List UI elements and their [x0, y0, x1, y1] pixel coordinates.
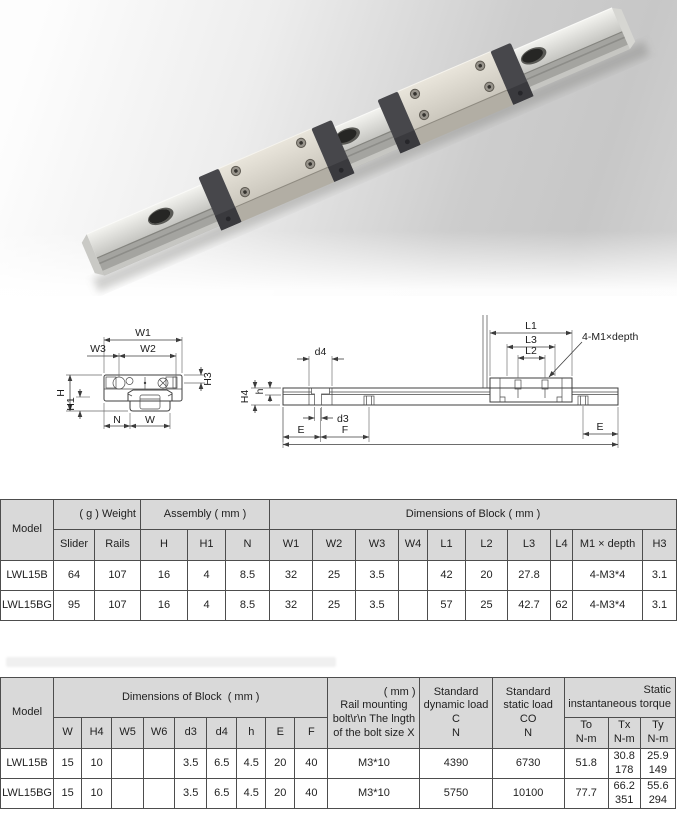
- data-cell: 42.7: [508, 591, 551, 621]
- data-cell: 6.5: [207, 779, 237, 809]
- technical-drawing: [0, 293, 677, 478]
- header-assembly-group: Assembly ( mm ): [141, 500, 270, 530]
- table-row: [1, 561, 677, 591]
- header-weight-group: ( g ) Weight: [54, 500, 141, 530]
- dim-label-h-small: h: [254, 388, 266, 395]
- data-cell: M3*10: [328, 779, 420, 809]
- data-cell: 40: [295, 749, 328, 779]
- dim-label-e: E: [297, 424, 305, 436]
- data-cell: 5750: [420, 779, 492, 809]
- column-header-torque: Tx N-m: [608, 718, 640, 749]
- header-block-dims-group: Dimensions of Block ( mm ): [54, 678, 328, 718]
- data-cell: 77.7: [564, 779, 608, 809]
- data-cell: 6.5: [207, 749, 237, 779]
- dim-label-n: N: [113, 414, 121, 426]
- data-cell: 4-M3*4: [573, 591, 643, 621]
- column-header: L2: [466, 530, 508, 561]
- column-header-torque: To N-m: [564, 718, 608, 749]
- data-cell: 40: [295, 779, 328, 809]
- data-cell: [399, 591, 428, 621]
- dim-label-e2: E: [596, 421, 604, 433]
- table-row: [1, 749, 676, 779]
- data-cell: 57: [428, 591, 466, 621]
- dim-label-l2: L2: [525, 345, 537, 357]
- column-header: W2: [313, 530, 356, 561]
- data-cell: [399, 561, 428, 591]
- column-header: d4: [207, 718, 237, 749]
- data-cell: 3.1: [643, 591, 677, 621]
- data-cell: 30.8 178: [608, 749, 640, 779]
- column-header: N: [226, 530, 270, 561]
- data-cell: 25: [466, 591, 508, 621]
- column-header: d3: [175, 718, 207, 749]
- data-cell: 32: [270, 591, 313, 621]
- data-cell: 27.8: [508, 561, 551, 591]
- column-header: h: [237, 718, 266, 749]
- data-cell: M3*10: [328, 749, 420, 779]
- data-cell: 4390: [420, 749, 492, 779]
- data-cell: 6730: [492, 749, 564, 779]
- column-header: M1 × depth: [573, 530, 643, 561]
- data-cell: 55.6 294: [640, 779, 675, 809]
- model-cell: LWL15B: [1, 749, 54, 779]
- header-block-dims-group: Dimensions of Block ( mm ): [270, 500, 677, 530]
- cross-section-view: [55, 327, 214, 429]
- data-cell: 95: [54, 591, 95, 621]
- column-header: W4: [399, 530, 428, 561]
- model-cell: LWL15BG: [1, 591, 54, 621]
- data-cell: 64: [54, 561, 95, 591]
- data-cell: 10: [82, 779, 112, 809]
- header-model: Model: [1, 500, 54, 561]
- header-model: Model: [1, 678, 54, 749]
- column-header: H3: [643, 530, 677, 561]
- column-header: H: [141, 530, 188, 561]
- data-cell: 8.5: [226, 561, 270, 591]
- dim-label-w: W: [145, 414, 155, 426]
- callout-label: 4-M1×depth: [582, 331, 639, 343]
- spec-table-weights-assembly: [0, 499, 677, 621]
- header-static-load: Standard static load CO N: [492, 678, 564, 749]
- data-cell: 20: [466, 561, 508, 591]
- column-header: L1: [428, 530, 466, 561]
- data-cell: 62: [551, 591, 573, 621]
- data-cell: 51.8: [564, 749, 608, 779]
- dim-label-w2: W2: [140, 343, 156, 355]
- data-cell: 25.9 149: [640, 749, 675, 779]
- data-cell: 4: [188, 591, 226, 621]
- dim-label-d3: d3: [337, 413, 349, 425]
- data-cell: 3.5: [356, 591, 399, 621]
- column-header: W6: [144, 718, 175, 749]
- dim-label-w1: W1: [135, 327, 151, 339]
- table-row: [1, 779, 676, 809]
- data-cell: 4.5: [237, 779, 266, 809]
- column-header: L4: [551, 530, 573, 561]
- faint-ghost-text: [6, 657, 336, 667]
- dim-label-d4: d4: [314, 346, 327, 358]
- data-cell: 3.5: [175, 749, 207, 779]
- dim-label-h3: H3: [202, 372, 214, 386]
- data-cell: 4-M3*4: [573, 561, 643, 591]
- dim-label-l1: L1: [525, 320, 537, 332]
- spec-table-loads-torque: [0, 677, 676, 809]
- header-dynamic-load: Standard dynamic load C N: [420, 678, 492, 749]
- dim-label-h4: H4: [239, 389, 251, 404]
- product-photo: [0, 0, 677, 296]
- column-header: E: [266, 718, 295, 749]
- column-header: W1: [270, 530, 313, 561]
- data-cell: 15: [54, 779, 82, 809]
- block-side-view: [483, 315, 638, 439]
- data-cell: [144, 749, 175, 779]
- data-cell: 16: [141, 591, 188, 621]
- model-cell: LWL15B: [1, 561, 54, 591]
- table-row: [1, 591, 677, 621]
- data-cell: 25: [313, 561, 356, 591]
- dim-label-l3: L3: [525, 334, 537, 346]
- data-cell: 107: [95, 591, 141, 621]
- column-header: H4: [82, 718, 112, 749]
- data-cell: 20: [266, 779, 295, 809]
- dim-label-h: H: [55, 389, 67, 397]
- data-cell: [112, 749, 144, 779]
- rail-shadow: [93, 41, 650, 292]
- data-cell: 16: [141, 561, 188, 591]
- data-cell: [112, 779, 144, 809]
- column-header: H1: [188, 530, 226, 561]
- data-cell: 10: [82, 749, 112, 779]
- data-cell: [551, 561, 573, 591]
- column-header: F: [295, 718, 328, 749]
- data-cell: 107: [95, 561, 141, 591]
- data-cell: 4.5: [237, 749, 266, 779]
- data-cell: [144, 779, 175, 809]
- column-header: L3: [508, 530, 551, 561]
- data-cell: 10100: [492, 779, 564, 809]
- column-header-torque: Ty N-m: [640, 718, 675, 749]
- data-cell: 3.5: [356, 561, 399, 591]
- dim-label-h1: H1: [65, 397, 77, 411]
- column-header: Rails: [95, 530, 141, 561]
- column-header: W3: [356, 530, 399, 561]
- dim-label-f: F: [341, 424, 349, 436]
- linear-rail-photo: [0, 0, 677, 296]
- data-cell: 8.5: [226, 591, 270, 621]
- data-cell: 32: [270, 561, 313, 591]
- data-cell: 15: [54, 749, 82, 779]
- data-cell: 42: [428, 561, 466, 591]
- column-header: Slider: [54, 530, 95, 561]
- data-cell: 3.5: [175, 779, 207, 809]
- data-cell: 25: [313, 591, 356, 621]
- header-rail-bolt: ( mm ) Rail mounting bolt\r\n The lngth of the bolt size X: [328, 678, 420, 749]
- column-header: W: [54, 718, 82, 749]
- data-cell: 3.1: [643, 561, 677, 591]
- column-header: W5: [112, 718, 144, 749]
- model-cell: LWL15BG: [1, 779, 54, 809]
- dim-label-w3: W3: [90, 343, 106, 355]
- data-cell: 66.2 351: [608, 779, 640, 809]
- header-torque-group: Static instantaneous torque: [564, 678, 675, 718]
- data-cell: 4: [188, 561, 226, 591]
- data-cell: 20: [266, 749, 295, 779]
